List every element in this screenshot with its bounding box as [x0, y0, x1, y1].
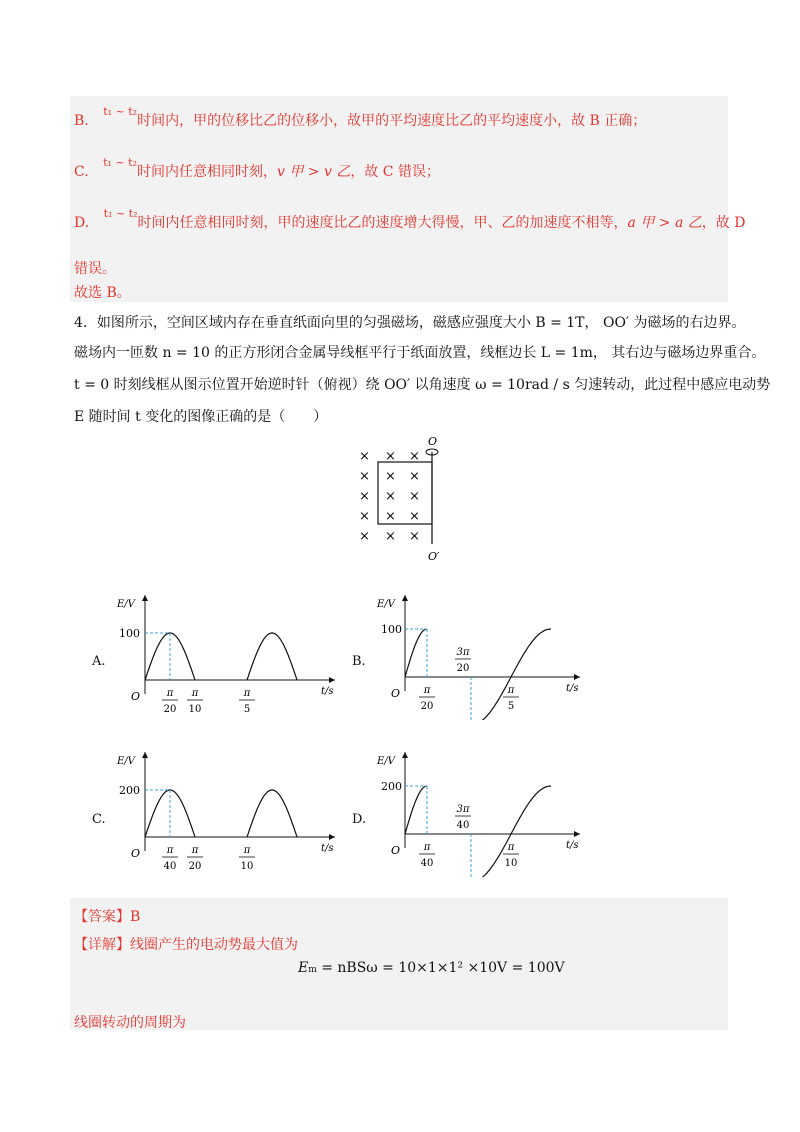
tick-numerator: π	[191, 688, 199, 699]
origin-label: O	[131, 847, 141, 860]
tick-denominator: 40	[420, 858, 434, 869]
tick-denominator: 10	[240, 861, 254, 872]
field-cross: ×	[409, 509, 420, 524]
x-axis-label: t/s	[321, 686, 334, 697]
field-cross: ×	[359, 489, 370, 504]
y-axis-arrow-icon	[142, 752, 148, 758]
label-o-bottom: O′	[428, 550, 440, 563]
x-axis-arrow-icon	[329, 834, 335, 840]
option-d-graph	[375, 742, 590, 877]
tick-numerator: π	[423, 842, 431, 853]
y-axis-label: E/V	[377, 756, 395, 767]
emf-curve-rise	[405, 629, 427, 677]
x-axis-arrow-icon	[329, 677, 335, 683]
option-b-letter: B.	[352, 654, 366, 669]
field-cross: ×	[359, 469, 370, 484]
period-text: 线圈转动的周期为	[74, 1015, 186, 1031]
answer-line: 【答案】B	[74, 909, 141, 925]
field-cross: ×	[385, 529, 396, 544]
option-c-letter: C.	[92, 812, 106, 827]
peak-value-label: 200	[381, 780, 402, 793]
y-axis-arrow-icon	[402, 595, 408, 601]
field-cross: ×	[359, 529, 370, 544]
emf-curve	[247, 633, 297, 680]
tick-numerator: π	[166, 845, 174, 856]
tick-denominator: 10	[188, 704, 202, 715]
y-axis-arrow-icon	[142, 595, 148, 601]
field-crosses	[359, 449, 420, 544]
option-b-explanation: B. $^{t_1 \sim t_2}$时间内，甲的位移比乙的位移小，故甲的平均速度比乙的平均速度小，故 B 正确；	[74, 105, 647, 129]
tick-numerator: 3π	[456, 804, 470, 815]
x-axis-label: t/s	[321, 843, 334, 854]
emf-curve	[247, 790, 297, 837]
tick-numerator: π	[423, 685, 431, 696]
tick-denominator: 20	[188, 861, 202, 872]
option-c-graph	[115, 742, 345, 872]
tick-denominator: 20	[456, 663, 470, 674]
tick-denominator: 40	[163, 861, 177, 872]
y-axis-label: E/V	[377, 599, 395, 610]
tick-numerator: π	[243, 845, 251, 856]
tick-numerator: π	[166, 688, 174, 699]
x-axis-arrow-icon	[574, 674, 580, 680]
tick-denominator: 40	[456, 820, 470, 831]
y-axis-label: E/V	[117, 756, 135, 767]
option-a-graph	[115, 585, 345, 715]
y-axis-label: E/V	[117, 599, 135, 610]
tick-denominator: 5	[243, 704, 251, 715]
detail-line: 【详解】线圈产生的电动势最大值为	[74, 937, 298, 953]
option-a-letter: A.	[92, 654, 106, 669]
conclusion-text: 故选 B。	[74, 285, 131, 301]
field-cross: ×	[409, 469, 420, 484]
y-axis-arrow-icon	[402, 752, 408, 758]
peak-value-label: 200	[119, 784, 140, 797]
tick-denominator: 10	[504, 858, 518, 869]
question-line-4: E 随时间 t 变化的图像正确的是（ ）	[74, 409, 328, 425]
tick-numerator: π	[507, 685, 515, 696]
origin-label: O	[391, 844, 401, 857]
field-cross: ×	[385, 469, 396, 484]
peak-value-label: 100	[119, 627, 140, 640]
origin-label: O	[391, 687, 401, 700]
label-o-top: O	[428, 435, 438, 448]
tick-numerator: π	[243, 688, 251, 699]
x-axis-arrow-icon	[574, 831, 580, 837]
tick-denominator: 20	[163, 704, 177, 715]
tick-denominator: 5	[507, 701, 515, 712]
emf-curve-rise	[405, 786, 427, 834]
option-d-letter: D.	[352, 812, 367, 827]
field-cross: ×	[409, 449, 420, 464]
option-d-explanation: D. $^{t_1 \sim t_2}$时间内任意相同时刻，甲的速度比乙的速度增大得慢，甲、乙的加速度不相等，a 甲 > a 乙，故 D	[74, 207, 746, 231]
option-d-explanation-cont: 错误。	[74, 261, 116, 277]
tick-denominator: 20	[420, 701, 434, 712]
question-line-2: 磁场内一匝数 n = 10 的正方形闭合金属导线框平行于纸面放置，线框边长 L = 1m， 其右边与磁场边界重合。	[74, 345, 766, 361]
field-cross: ×	[409, 529, 420, 544]
magnetic-field-figure	[348, 432, 458, 564]
tick-numerator: π	[507, 842, 515, 853]
x-axis-label: t/s	[566, 840, 579, 851]
field-cross: ×	[385, 489, 396, 504]
question-line-3: t = 0 时刻线框从图示位置开始逆时针（俯视）绕 OO′ 以角速度 ω = 10rad / s 匀速转动，此过程中感应电动势	[74, 377, 771, 393]
tick-numerator: 3π	[456, 647, 470, 658]
origin-label: O	[131, 690, 141, 703]
option-c-explanation: C. $^{t_1 \sim t_2}$时间内任意相同时刻，v 甲 > v 乙，故 C 错误；	[74, 156, 440, 180]
question-line-1: 4．如图所示，空间区域内存在垂直纸面向里的匀强磁场，磁感应强度大小 B = 1T， OO′ 为磁场的右边界。	[74, 315, 746, 331]
x-axis-label: t/s	[566, 683, 579, 694]
field-cross: ×	[359, 509, 370, 524]
emf-formula: Em = nBSω = 10×1×1² ×10V = 100V	[298, 960, 565, 976]
field-cross: ×	[385, 449, 396, 464]
field-cross: ×	[409, 489, 420, 504]
field-cross: ×	[385, 509, 396, 524]
tick-numerator: π	[191, 845, 199, 856]
peak-value-label: 100	[381, 623, 402, 636]
field-cross: ×	[359, 449, 370, 464]
option-b-graph	[375, 585, 590, 720]
